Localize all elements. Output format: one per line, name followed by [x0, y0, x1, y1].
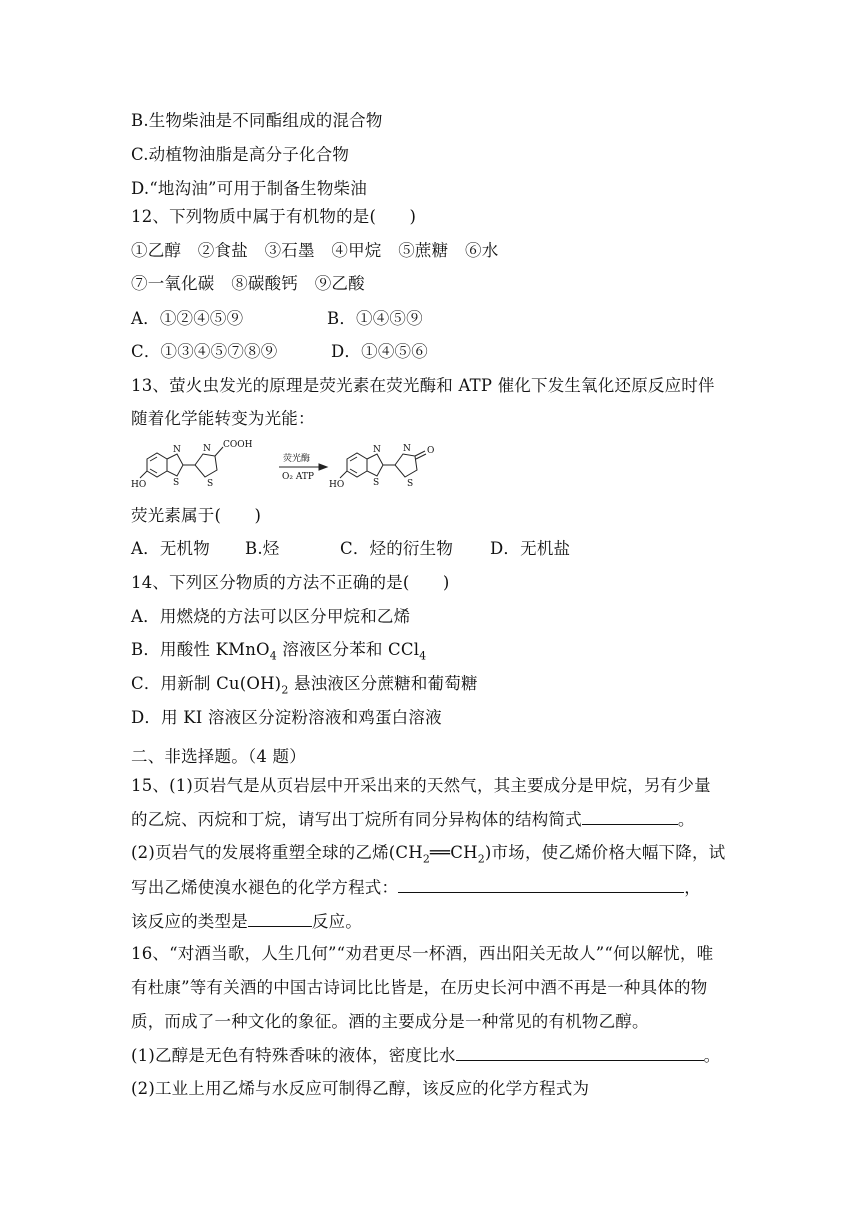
q16-stem-line1: 16、“对酒当歌，人生几何”“劝君更尽一杯酒，西出阳关无故人”“何以解忧，唯 [131, 944, 714, 963]
q15-answer-blank-3[interactable] [248, 910, 312, 927]
q15-part1-line1: 15、(1)页岩气是从页岩层中开采出来的天然气，其主要成分是甲烷，另有少量 [131, 776, 711, 795]
q13-stem-line2: 随着化学能转变为光能： [131, 409, 315, 428]
q14-option-d: D．用 KI 溶液区分淀粉溶液和鸡蛋白溶液 [131, 708, 442, 727]
q12-options-row2 [131, 341, 428, 363]
luciferin-reaction-scheme [131, 437, 471, 497]
q16-stem-line3: 质，而成了一种文化的象征。酒的主要成分是一种常见的有机物乙醇。 [131, 1012, 649, 1031]
cooh-label: COOH [223, 440, 253, 450]
q12-items-line1: ①乙醇 ②食盐 ③石墨 ④甲烷 ⑤蔗糖 ⑥水 [131, 241, 499, 260]
s-label-left: S [173, 478, 180, 488]
thiazole-ring-left [167, 454, 183, 476]
thiazoline-ring-left [195, 454, 217, 477]
q15-answer-blank-1[interactable] [582, 808, 678, 825]
n-label-left: N [173, 445, 181, 455]
q12-option-b: B．①④⑤⑨ [327, 309, 423, 328]
q16-answer-blank-1[interactable] [456, 1044, 704, 1061]
q11-option-c: C.动植物油脂是高分子化合物 [131, 145, 350, 164]
ho-label-right: HO [329, 480, 345, 490]
q12-option-c: C．①③④⑤⑦⑧⑨ [131, 342, 278, 361]
q14-option-b: B．用酸性 KMnO$_4$ 溶液区分苯和 CCl$_4$ [131, 640, 427, 663]
q16-part2: (2)工业上用乙烯与水反应可制得乙醇，该反应的化学方程式为 [131, 1079, 590, 1098]
benzene-ring-left [147, 453, 167, 477]
q13-option-c: C．烃的衍生物 [340, 539, 454, 558]
q15-part2-line3: 该反应的类型是 反应。 [131, 912, 363, 931]
q15-part1-line2: 的乙烷、丙烷和丁烷，请写出丁烷所有同分异构体的结构简式 。 [131, 810, 695, 829]
o-label: O [427, 446, 435, 456]
q12-options-row1 [131, 308, 423, 330]
q13-question: 荧光素属于( ) [131, 506, 262, 525]
q13-option-b: B.烃 [245, 539, 280, 558]
section-heading: 二、非选择题。（4 题） [131, 747, 306, 766]
s-label-left-2: S [207, 479, 214, 489]
arrow-bottom-label: O₂ ATP [282, 472, 314, 482]
q12-option-d: D．①④⑤⑥ [331, 342, 428, 361]
q15-part2-line1: (2)页岩气的发展将重塑全球的乙烯$(CH_2══CH_2)$市场，使乙烯价格大幅下降，试 [131, 843, 726, 866]
q11-option-d: D.“地沟油”可用于制备生物柴油 [131, 179, 367, 198]
q15-answer-blank-2[interactable] [398, 876, 684, 893]
benzene-ring-right [347, 453, 367, 477]
n-label-right-2: N [403, 444, 411, 454]
thiazoline-ring-right [395, 454, 417, 477]
q14-option-a: A．用燃烧的方法可以区分甲烷和乙烯 [131, 607, 411, 626]
q12-items-line2: ⑦一氧化碳 ⑧碳酸钙 ⑨乙酸 [131, 274, 365, 293]
q12-stem: 12、下列物质中属于有机物的是( ) [131, 207, 417, 226]
n-label-right: N [373, 445, 381, 455]
q12-option-a: A．①②④⑤⑨ [131, 309, 244, 328]
q16-stem-line2: 有杜康”等有关酒的中国古诗词比比皆是，在历史长河中酒不再是一种具体的物 [131, 978, 708, 997]
q14-option-c: C．用新制 $Cu(OH)_2$ 悬浊液区分蔗糖和葡萄糖 [131, 674, 478, 697]
q13-options [131, 538, 570, 560]
arrow-top-label: 荧光酶 [283, 454, 311, 464]
q16-part1: (1)乙醇是无色有特殊香味的液体，密度比水 。 [131, 1046, 721, 1065]
q13-stem-line1: 13、萤火虫发光的原理是荧光素在荧光酶和 ATP 催化下发生氧化还原反应时伴 [131, 376, 715, 395]
q14-stem: 14、下列区分物质的方法不正确的是( ) [131, 573, 450, 592]
s-label-right: S [373, 478, 380, 488]
q11-option-b: B.生物柴油是不同酯组成的混合物 [131, 111, 383, 130]
q13-option-a: A．无机物 [131, 539, 210, 558]
q13-option-d: D．无机盐 [490, 539, 571, 558]
n-label-left-2: N [203, 444, 211, 454]
thiazole-ring-right [367, 454, 383, 476]
q15-part2-line2: 写出乙烯使溴水褪色的化学方程式： ， [131, 878, 701, 897]
ho-label-left: HO [131, 480, 147, 490]
s-label-right-2: S [407, 479, 414, 489]
